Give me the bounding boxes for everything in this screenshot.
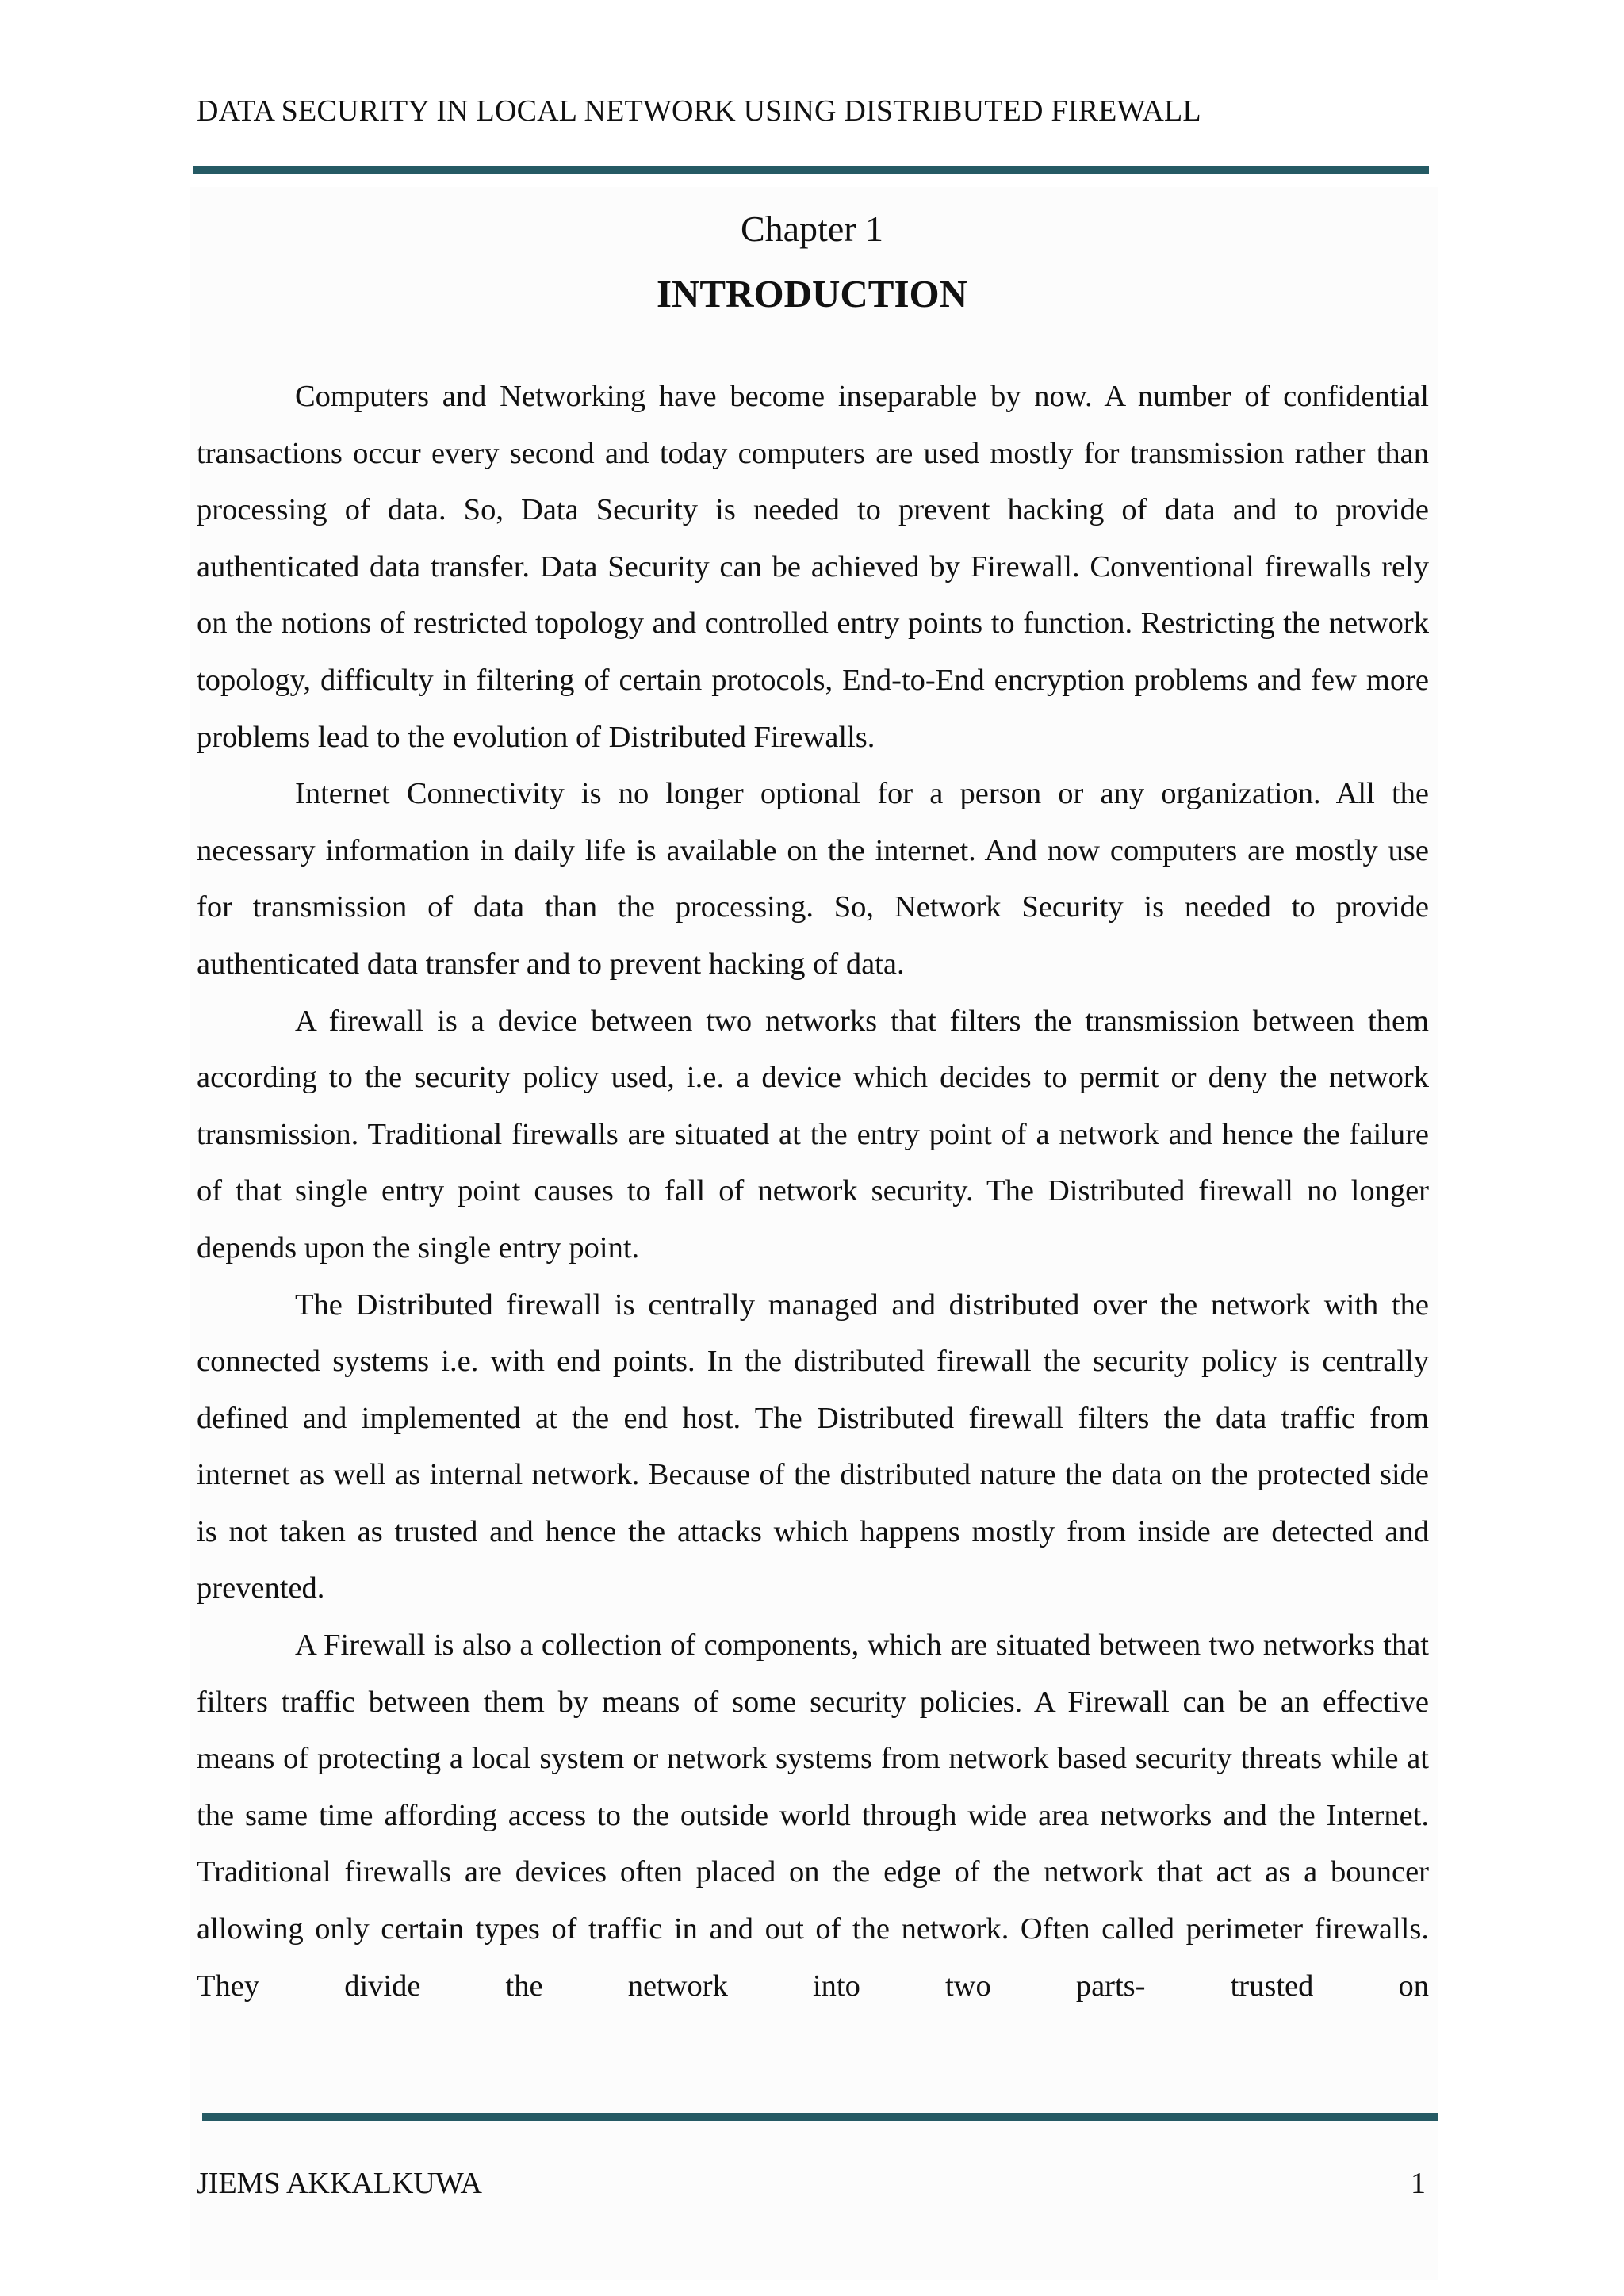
- footer-rule: [202, 2113, 1438, 2121]
- page-number: 1: [1411, 2167, 1426, 2200]
- paragraph-1: Computers and Networking have become inseparable by now. A number of confidential transactions occur every second and today computers are used mostly for transmission rather than processing of data. So, Data Security is needed to prevent hacking of data and to provide authenticated data transfer. Data Security can be achieved by Firewall. Conventional firewalls rely on the notions of restricted topology and controlled entry points to function. Restricting the network topology, difficulty in filtering of certain protocols, End-to-End encryption problems and few more problems lead to the evolution of Distributed Firewalls.: [197, 380, 1429, 754]
- running-header: DATA SECURITY IN LOCAL NETWORK USING DISTRIBUTED FIREWALL: [197, 94, 1201, 128]
- chapter-title: INTRODUCTION: [656, 272, 968, 316]
- paragraph-5: A Firewall is also a collection of components, which are situated between two networks that filters traffic between them by means of some security policies. A Firewall can be an effective means of protecting a local system or network systems from network based security threats while at the same time affording access to the outside world through wide area networks and the Internet. Traditional firewalls are devices often placed on the edge of the network that act as a bouncer allowing only certain types of traffic in and out of the network. Often called perimeter firewalls. They divide the network into two parts- trusted on: [197, 1628, 1429, 2003]
- footer-institution: JIEMS AKKALKUWA: [197, 2167, 482, 2200]
- paragraph-4: The Distributed firewall is centrally managed and distributed over the network with the connected systems i.e. with end points. In the distributed firewall the security policy is centrally defined and implemented at the end host. The Distributed firewall filters the data traffic from internet as well as internal network. Because of the distributed nature the data on the protected side is not taken as trusted and hence the attacks which happens mostly from inside are detected and prevented.: [197, 1288, 1429, 1605]
- paragraph-2: Internet Connectivity is no longer optional for a person or any organization. All the necessary information in daily life is available on the internet. And now computers are mostly use for transmission of data than the processing. So, Network Security is needed to provide authenticated data transfer and to prevent hacking of data.: [197, 777, 1429, 981]
- paragraph-3: A firewall is a device between two networks that filters the transmission between them according to the security policy used, i.e. a device which decides to permit or deny the network transmission. Traditional firewalls are situated at the entry point of a network and hence the failure of that single entry point causes to fall of network security. The Distributed firewall no longer depends upon the single entry point.: [197, 1004, 1429, 1265]
- chapter-label: Chapter 1: [740, 209, 884, 249]
- header-rule: [193, 166, 1429, 174]
- body-text: [197, 369, 1429, 2015]
